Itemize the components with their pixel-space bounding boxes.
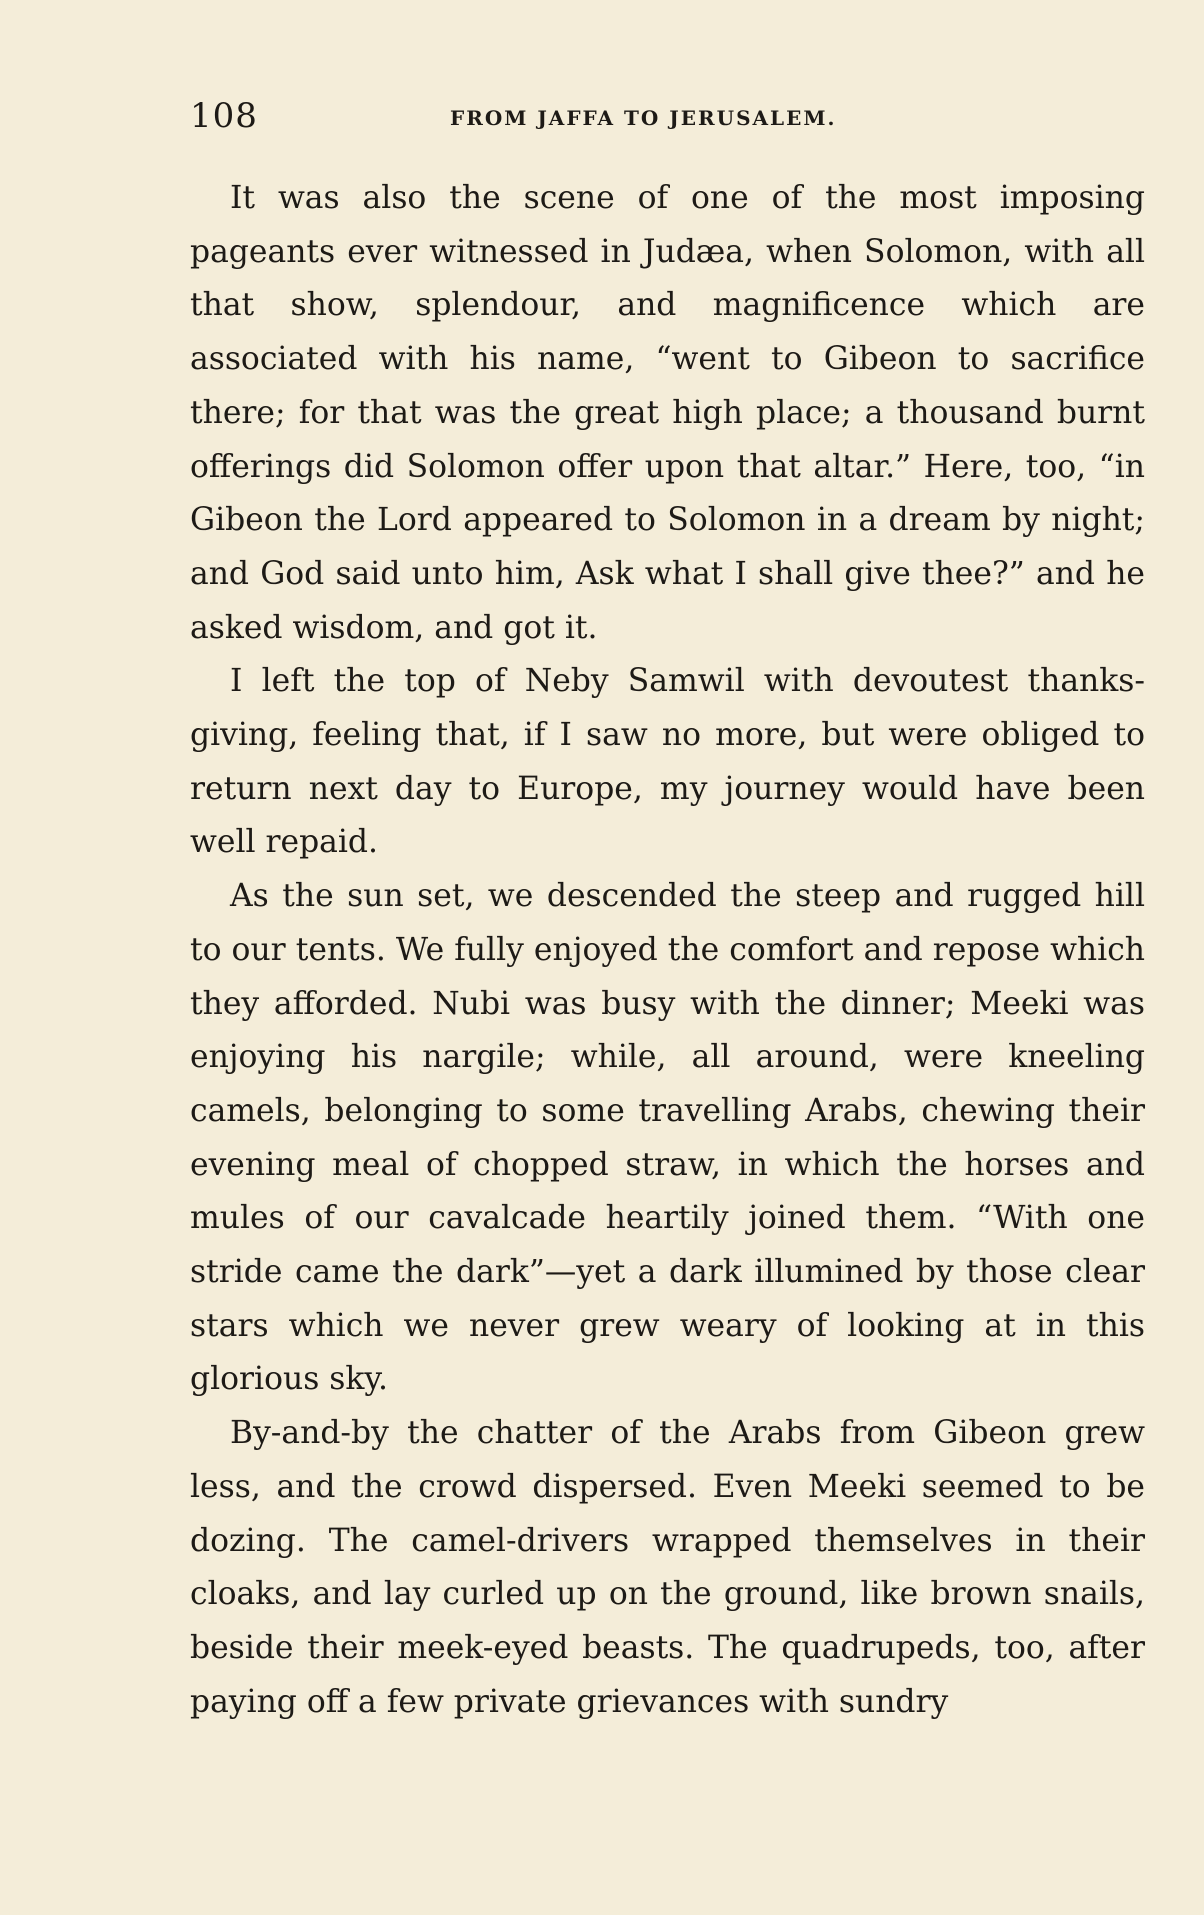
paragraph-4: By-and-by the chatter of the Arabs from Gibeon grew less, and the crowd dispersed. Even Meeki seemed to be dozing. The camel-drivers wrapped themselves in their cloaks, and lay curled up on the ground, like brown snails, beside their meek-eyed beasts. The quadrupeds, too, after paying off a few private grievances with sundry [190, 1415, 1145, 1720]
paragraph-3: As the sun set, we descended the steep and rugged hill to our tents. We fully enjoyed the comfort and repose which they afforded. Nubi was busy with the dinner; Meeki was enjoying his nargile; while, all around, were kneeling camels, belonging to some travelling Arabs, chewing their evening meal of chopped straw, in which the horses and mules of our cavalcade heartily joined them. “With one stride came the dark”—yet a dark illumined by those clear stars which we never grew weary of looking at in this glorious sky. [190, 878, 1145, 1398]
body-text [190, 172, 1145, 1729]
page-number: 108 [190, 96, 258, 136]
running-title: FROM JAFFA TO JERUSALEM. [450, 106, 837, 130]
paragraph-1: It was also the scene of one of the most imposing pageants ever witnessed in Judæa, when Solomon, with all that show, splendour, and magnificence which are associated with his name, “went to Gibeon to sacrifice there; for that was the great high place; a thousand burnt offerings did Solomon offer upon that altar.” Here, too, “in Gibeon the Lord appeared to Solomon in a dream by night; and God said unto him, Ask what I shall give thee?” and he asked wisdom, and got it. [190, 180, 1145, 646]
paragraph-2: I left the top of Neby Samwil with devoutest thanks-giving, feeling that, if I saw no more, but were obliged to return next day to Europe, my journey would have been well repaid. [190, 663, 1145, 861]
running-head [190, 96, 1140, 136]
